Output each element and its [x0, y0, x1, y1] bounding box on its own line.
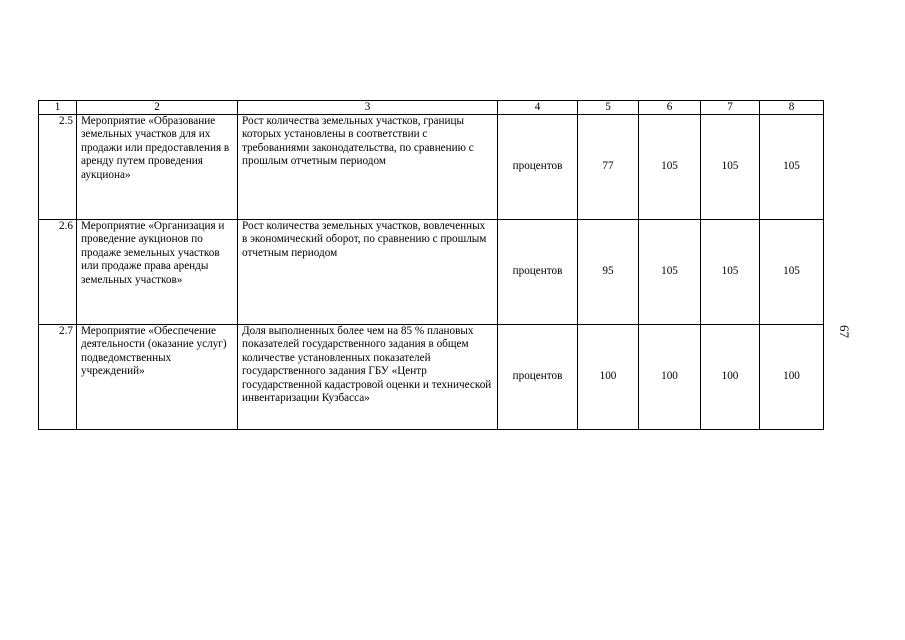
row-number: 2.6 — [39, 220, 77, 325]
header-cell: 6 — [639, 101, 701, 115]
event-name: Мероприятие «Обеспечение деятельности (оказание услуг) подведомственных учреждений» — [77, 325, 238, 430]
table-row — [39, 325, 824, 430]
header-cell: 3 — [238, 101, 498, 115]
value-col-7: 105 — [701, 115, 760, 220]
indicators-table — [38, 100, 824, 430]
unit: процентов — [498, 220, 578, 325]
value-col-5: 95 — [578, 220, 639, 325]
indicator-name: Доля выполненных более чем на 85 % плановых показателей государственного задания в общем количестве установленных показателей государственного задания ГБУ «Центр государственной кадастровой оценки и технической инвентаризации Кузбасса» — [238, 325, 498, 430]
value-col-7: 105 — [701, 220, 760, 325]
table-row — [39, 220, 824, 325]
unit: процентов — [498, 325, 578, 430]
indicator-name: Рост количества земельных участков, вовлеченных в экономический оборот, по сравнению с прошлым отчетным периодом — [238, 220, 498, 325]
page-number: 67 — [837, 325, 852, 338]
value-col-6: 105 — [639, 220, 701, 325]
event-name: Мероприятие «Образование земельных участков для их продажи или предоставления в аренду путем проведения аукциона» — [77, 115, 238, 220]
header-cell: 8 — [760, 101, 824, 115]
table-row — [39, 115, 824, 220]
header-cell: 2 — [77, 101, 238, 115]
value-col-8: 100 — [760, 325, 824, 430]
value-col-8: 105 — [760, 115, 824, 220]
event-name: Мероприятие «Организация и проведение аукционов по продаже земельных участков или продаже права аренды земельных участков» — [77, 220, 238, 325]
row-number: 2.7 — [39, 325, 77, 430]
value-col-5: 100 — [578, 325, 639, 430]
header-cell: 4 — [498, 101, 578, 115]
value-col-5: 77 — [578, 115, 639, 220]
header-cell: 7 — [701, 101, 760, 115]
header-cell: 1 — [39, 101, 77, 115]
value-col-6: 105 — [639, 115, 701, 220]
value-col-6: 100 — [639, 325, 701, 430]
header-cell: 5 — [578, 101, 639, 115]
row-number: 2.5 — [39, 115, 77, 220]
value-col-7: 100 — [701, 325, 760, 430]
header-row — [39, 101, 824, 115]
indicator-name: Рост количества земельных участков, границы которых установлены в соответствии с требованиями законодательства, по сравнению с прошлым отчетным периодом — [238, 115, 498, 220]
value-col-8: 105 — [760, 220, 824, 325]
unit: процентов — [498, 115, 578, 220]
